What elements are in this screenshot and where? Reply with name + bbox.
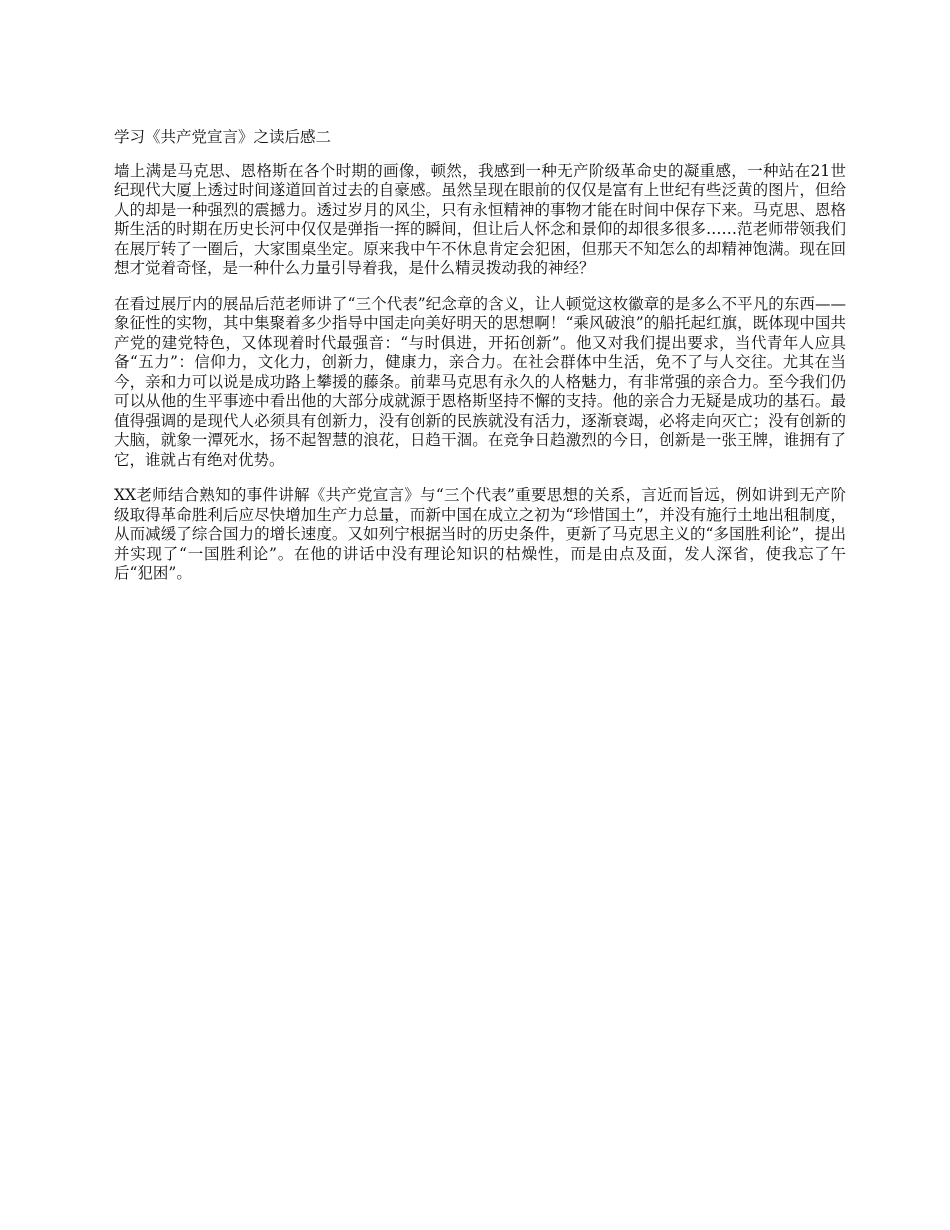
paragraph-3: XX老师结合熟知的事件讲解《共产党宣言》与“三个代表”重要思想的关系，言近而旨远，例如讲到无产阶级取得革命胜利后应尽快增加生产力总量，而新中国在成立之初为“珍惜国土”，并没有施行土地出租制度，从而减缓了综合国力的增长速度。又如列宁根据当时的历史条件，更新了马克思主义的“多国胜利论”，提出并实现了“一国胜利论”。在他的讲话中没有理论知识的枯燥性，而是由点及面，发人深省，使我忘了午后“犯困”。 <box>114 486 846 582</box>
paragraph-1: 墙上满是马克思、恩格斯在各个时期的画像，顿然，我感到一种无产阶级革命史的凝重感，一种站在21世纪现代大厦上透过时间遂道回首过去的自豪感。虽然呈现在眼前的仅仅是富有上世纪有些泛黄的图片，但给人的却是一种强烈的震撼力。透过岁月的风尘，只有永恒精神的事物才能在时间中保存下来。马克思、恩格斯生活的时期在历史长河中仅仅是弹指一挥的瞬间，但让后人怀念和景仰的却很多很多……范老师带领我们在展厅转了一圈后，大家围桌坐定。原来我中午不休息肯定会犯困，但那天不知怎么的却精神饱满。现在回想才觉着奇怪，是一种什么力量引导着我，是什么精灵拨动我的神经？ <box>114 161 846 277</box>
paragraph-2: 在看过展厅内的展品后范老师讲了“三个代表”纪念章的含义，让人顿觉这枚徽章的是多么不平凡的东西——象征性的实物，其中集聚着多少指导中国走向美好明天的思想啊！“乘风破浪”的船托起红旗，既体现中国共产党的建党特色，又体现着时代最强音：“与时俱进，开拓创新”。他又对我们提出要求，当代青年人应具备“五力”：信仰力，文化力，创新力，健康力，亲合力。在社会群体中生活，免不了与人交往。尤其在当今，亲和力可以说是成功路上攀援的藤条。前辈马克思有永久的人格魅力，有非常强的亲合力。至今我们仍可以从他的生平事迹中看出他的大部分成就源于恩格斯坚持不懈的支持。他的亲合力无疑是成功的基石。最值得强调的是现代人必须具有创新力，没有创新的民族就没有活力，逐渐衰竭，必将走向灭亡；没有创新的大脑，就象一潭死水，扬不起智慧的浪花，日趋干涸。在竞争日趋激烈的今日，创新是一张王牌，谁拥有了它，谁就占有绝对优势。 <box>114 294 846 469</box>
document-title: 学习《共产党宣言》之读后感二 <box>114 128 332 146</box>
document-body <box>114 128 846 600</box>
